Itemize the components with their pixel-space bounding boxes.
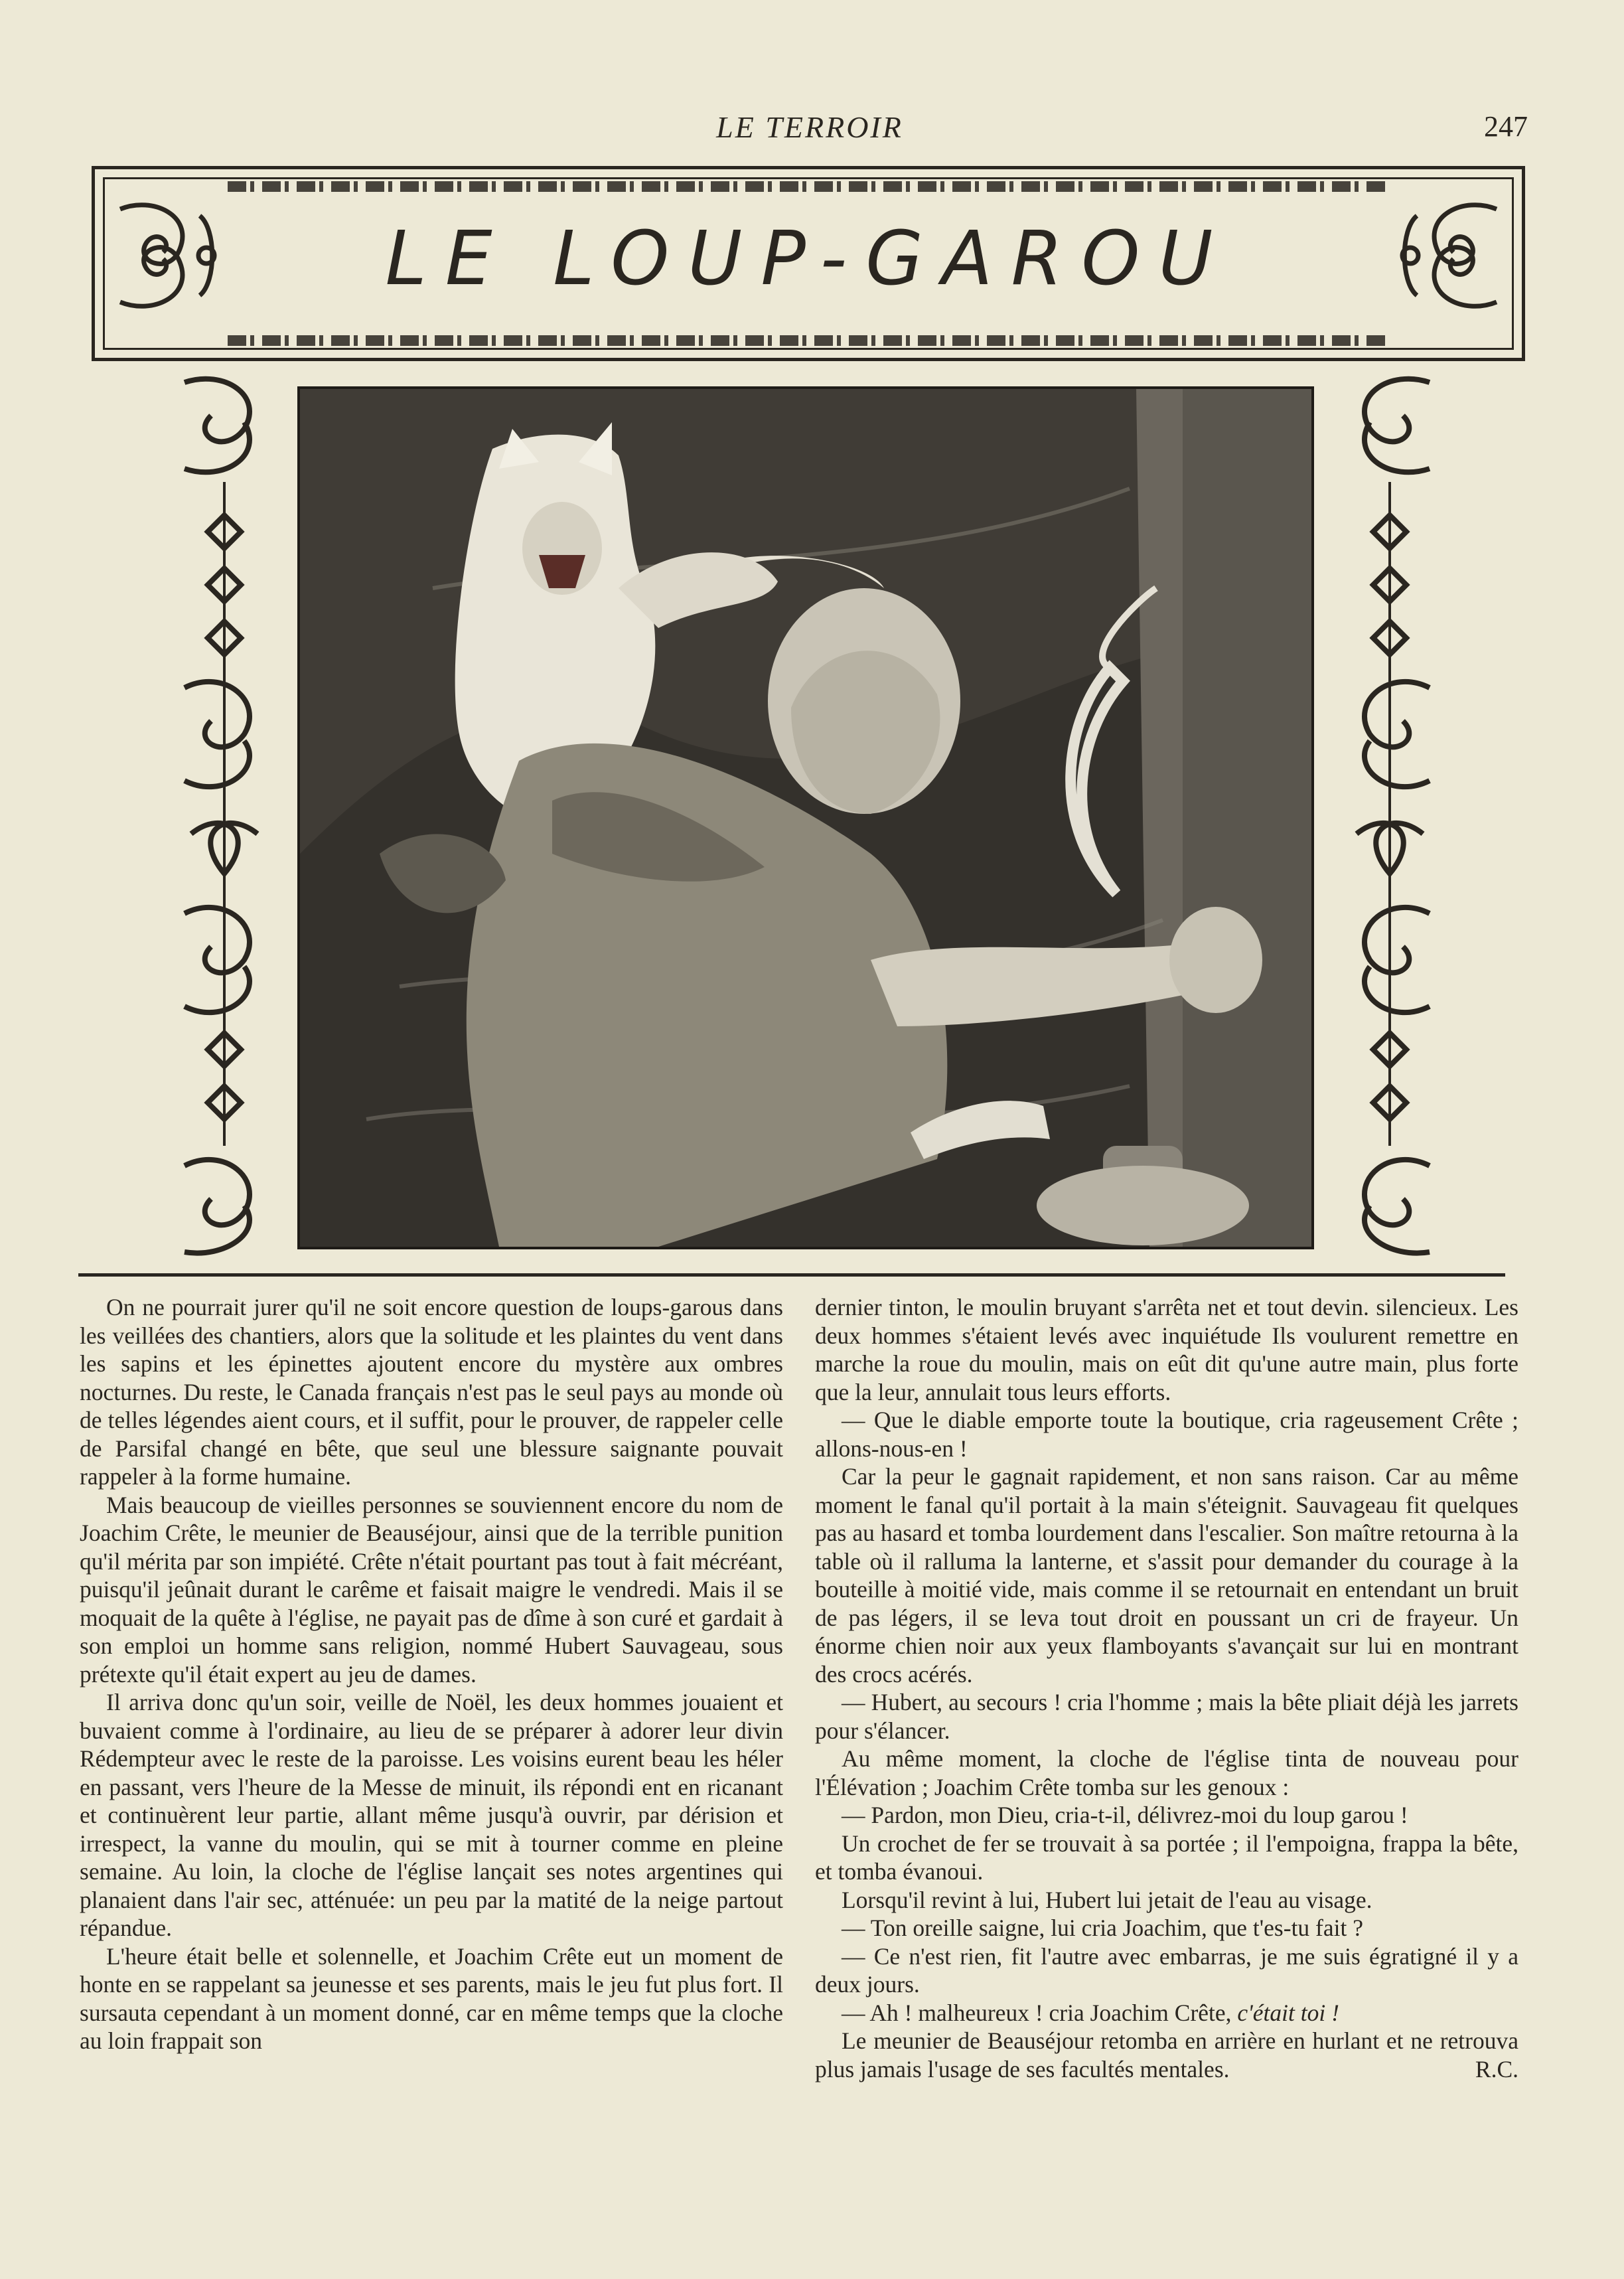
paragraph: — Hubert, au secours ! cria l'homme ; mais la bête pliait déjà les jarrets pour s'élancer.	[815, 1689, 1518, 1744]
floral-ornament-column-icon	[171, 369, 277, 1259]
paragraph	[815, 2027, 1518, 2083]
werewolf-attack-illustration	[300, 389, 1311, 1247]
illustration-loup-garou	[297, 386, 1314, 1249]
author-initials: R.C.	[1475, 2055, 1518, 2083]
paragraph: Car la peur le gagnait rapidement, et non sans raison. Car au même moment le fanal qu'il portait à la main s'éteignit. Sauvageau fit quelques pas au hasard et tomba lourdement dans l'escalier. Son maître retourna à la table où il ralluma la lanterne, et s'assit pour demander du courage à la bouteille à moitié vide, mais comme il se retournait en entendant un bruit de pas légers, il se leva tout droit en poussant un cri de frayeur. Un énorme chien noir aux yeux flamboyants s'avançait sur lui en montrant des crocs acérés.	[815, 1463, 1518, 1688]
page-number: 247	[1484, 110, 1528, 143]
chain-border-ornament	[228, 335, 1389, 346]
scroll-ornament-icon	[1390, 189, 1510, 322]
text-column-right	[815, 1293, 1518, 2083]
paragraph: Il arriva donc qu'un soir, veille de Noël, les deux hommes jouaient et buvaient comme à l'ordinaire, au lieu de se préparer à adorer leur divin Rédempteur avec le reste de la paroisse. Les voisins eurent beau les héler en passant, vers l'heure de la Messe de minuit, ils répondi ent en ricanant et continuèrent leur partie, allant même jusqu'à ouvrir, par dérision et irrespect, la vanne du moulin, qui se mit à tourner comme en pleine semaine. Au loin, la cloche de l'église lançait ses notes argentines qui planaient dans l'air sec, atténuée: un peu par la matité de la neige partout répandue.	[80, 1689, 783, 1941]
title-frame	[92, 166, 1525, 361]
floral-ornament-column-icon	[1337, 369, 1443, 1259]
journal-title: LE TERROIR	[716, 110, 903, 144]
paragraph: On ne pourrait jurer qu'il ne soit encore question de loups-garous dans les veillées des chantiers, alors que la solitude et les plaintes du vent dans les sapins et les épinettes ajoutent encore du mystère aux ombres nocturnes. Du reste, le Canada français n'est pas le seul pays au monde où de telles légendes aient cours, et il suffit, pour le prouver, de rappeler celle de Parsifal changé en bête, que seul une blessure saignante pouvait rappeler à la forme humaine.	[80, 1294, 783, 1490]
scroll-ornament-icon	[107, 189, 226, 322]
paragraph: — Pardon, mon Dieu, cria-t-il, délivrez-moi du loup garou !	[842, 1802, 1408, 1828]
paragraph: — Ton oreille saigne, lui cria Joachim, que t'es-tu fait ?	[842, 1915, 1363, 1941]
paragraph: Mais beaucoup de vieilles personnes se souviennent encore du nom de Joachim Crête, le meunier de Beauséjour, ainsi que de la terrible punition qu'il mérita par son impiété. Crête n'était pourtant pas tout à fait mécréant, puisqu'il jeûnait durant le carême et faisait maigre le vendredi. Mais il se moquait de la quête à l'église, ne payait pas de dîme à son curé et gardait à son emploi un homme sans religion, nommé Hubert Sauvageau, sous prétexte qu'il était expert au jeu de dames.	[80, 1491, 783, 1688]
paragraph: L'heure était belle et solennelle, et Joachim Crête eut un moment de honte en se rappelant sa jeunesse et ses parents, mais le jeu fut plus fort. Il sursauta cependant à un moment donné, car en même temps que la cloche au loin frappait son	[80, 1942, 783, 2054]
paragraph: — Ce n'est rien, fit l'autre avec embarras, je me suis égratigné il y a deux jours.	[815, 1942, 1518, 1998]
closing-text: Le meunier de Beauséjour retomba en arrière en hurlant et ne retrouva plus jamais l'usage de ses facultés mentales.	[815, 2027, 1518, 2083]
paragraph: Un crochet de fer se trouvait à sa portée ; il l'empoigna, frappa la bête, et tomba évanoui.	[815, 1830, 1518, 1885]
section-rule	[78, 1273, 1505, 1277]
paragraph: Au même moment, la cloche de l'église tinta de nouveau pour l'Élévation ; Joachim Crête tomba sur les genoux :	[815, 1745, 1518, 1800]
paragraph: Lorsqu'il revint à lui, Hubert lui jetait de l'eau au visage.	[842, 1886, 1372, 1913]
chain-border-ornament	[228, 181, 1389, 192]
text-column-left	[80, 1293, 783, 2055]
article-title: LE LOUP-GAROU	[385, 216, 1232, 302]
running-head	[0, 110, 1624, 156]
paragraph: — Que le diable emporte toute la boutique, cria rageusement Crête ; allons-nous-en !	[815, 1407, 1518, 1462]
emphasis-text: c'était toi !	[1237, 1999, 1339, 2026]
illustration-block	[171, 369, 1443, 1259]
paragraph: dernier tinton, le moulin bruyant s'arrêta net et tout devin. silencieux. Les deux hommes s'étaient levés avec inquiétude Ils voulurent remettre en marche la roue du moulin, mais on eût dit qu'une autre main, plus forte que la leur, annulait tous leurs efforts.	[815, 1294, 1518, 1405]
dialogue-text: — Ah ! malheureux ! cria Joachim Crête,	[842, 1999, 1232, 2026]
paragraph	[815, 1999, 1518, 2027]
